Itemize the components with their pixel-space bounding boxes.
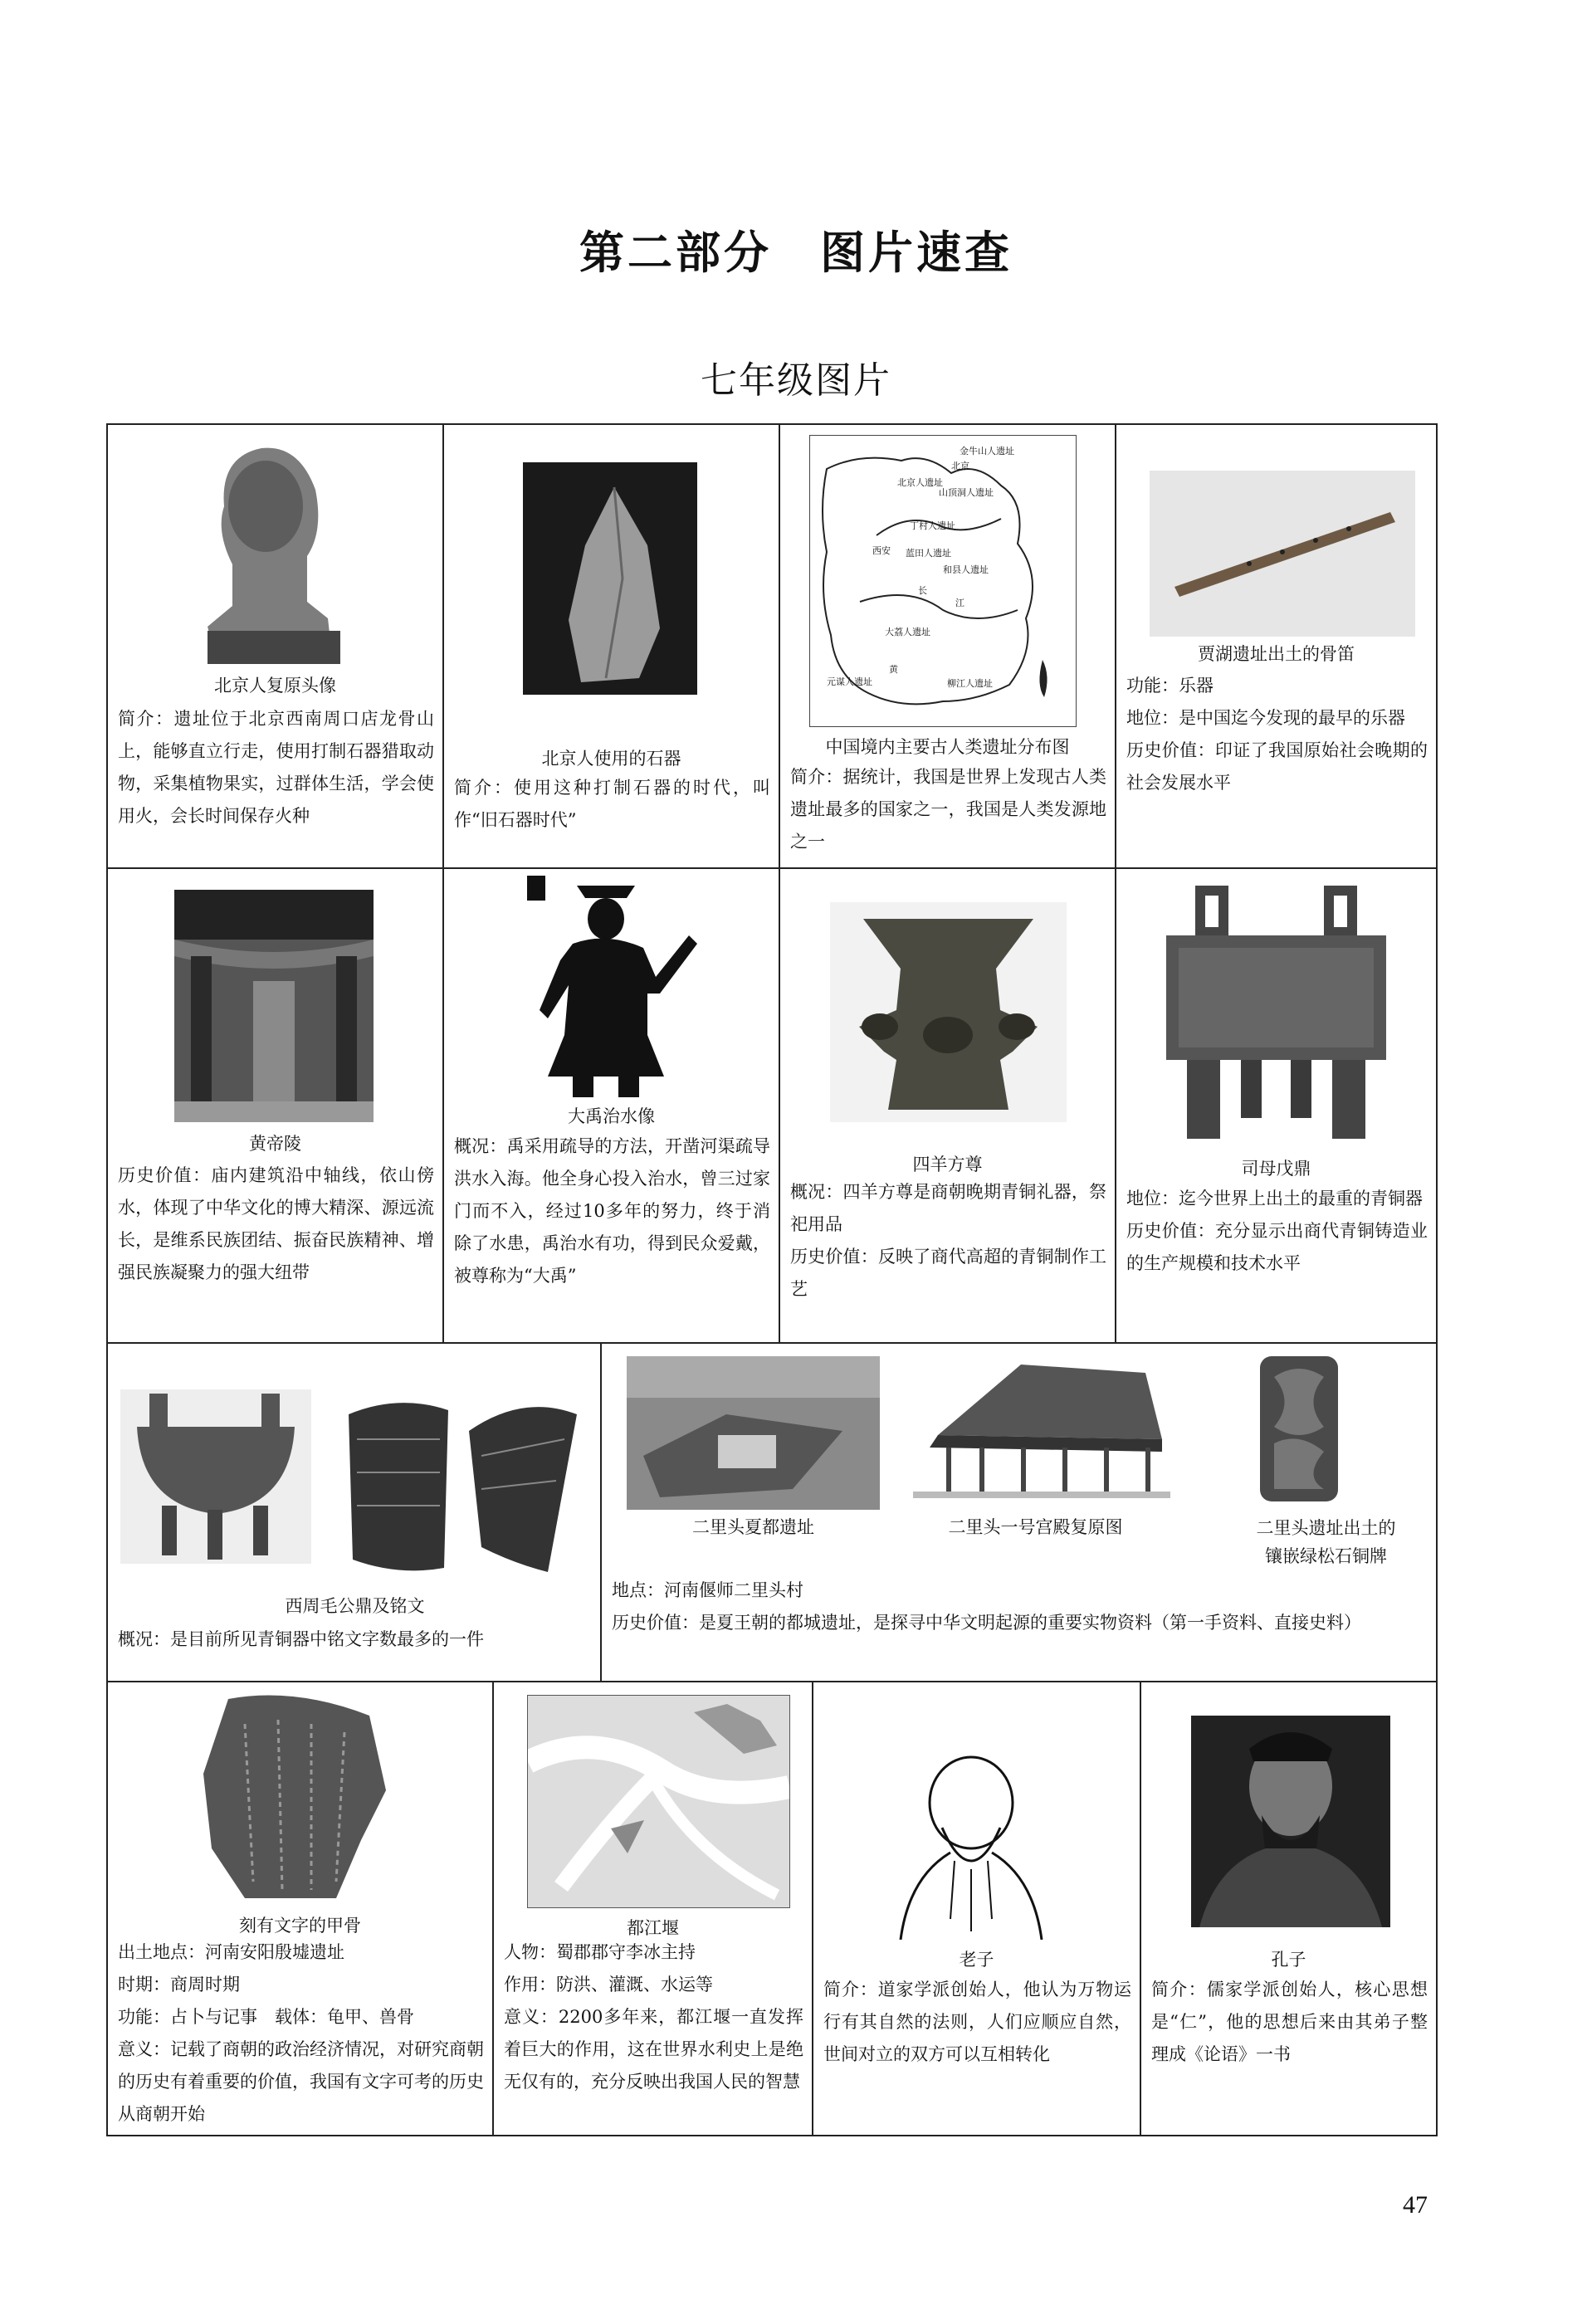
map-label: 长 <box>918 585 927 596</box>
caption: 司母戊鼎 <box>1241 1159 1311 1179</box>
yu-controls-flood-image <box>523 869 701 1101</box>
map-label: 和县人遗址 <box>943 564 989 575</box>
description: 功能：乐器 地位：是中国迄今发现的最早的乐器 历史价值：印证了我国原始社会晚期的社会发展水平 <box>1126 676 1428 793</box>
stone-tool-photo <box>523 462 697 695</box>
map-label: 蓝田人遗址 <box>906 548 951 559</box>
four-ram-zun-photo <box>830 902 1067 1122</box>
caption: 二里头夏都遗址 <box>692 1517 814 1537</box>
description: 地点：河南偃师二里头村 历史价值：是夏王朝的都城遗址，是探寻中华文明起源的重要实物资料（第一手资料、直接史料） <box>612 1580 1361 1633</box>
cell-maogong-ding <box>108 1344 602 1681</box>
map-label: 丁村人遗址 <box>910 520 955 531</box>
picture-table <box>106 423 1438 2136</box>
page-title: 第二部分 图片速查 <box>579 227 1013 279</box>
caption: 北京人复原头像 <box>214 676 336 696</box>
description: 简介：使用这种打制石器的时代，叫作“旧石器时代” <box>454 778 770 830</box>
cell-four-ram-zun <box>780 869 1116 1342</box>
map-label: 黄 <box>889 664 898 675</box>
erlitou-site-photo <box>627 1356 880 1510</box>
caption: 二里头一号宫殿复原图 <box>948 1517 1123 1537</box>
confucius-portrait <box>1191 1716 1390 1927</box>
caption: 西周毛公鼎及铭文 <box>285 1596 425 1616</box>
oracle-bone-photo <box>195 1691 394 1902</box>
description: 地位：迄今世界上出土的最重的青铜器 历史价值：充分显示出商代青铜铸造业的生产规模和技术水平 <box>1126 1189 1428 1273</box>
map-label: 大荔人遗址 <box>885 627 930 637</box>
cell-erlitou <box>602 1344 1436 1681</box>
cell-dujiangyan <box>494 1682 813 2135</box>
inscription-rubbing-image <box>340 1389 585 1580</box>
description: 出土地点：河南安阳殷墟遗址 时期：商周时期 功能：占卜与记事 载体：龟甲、兽骨 意义：记载了商朝的政治经济情况，对研究商朝的历史有着重要的价值，我国有文字可考的历史从商朝开始 <box>118 1942 484 2124</box>
cell-oracle-bone <box>108 1682 494 2135</box>
cell-simuwu-ding <box>1116 869 1436 1342</box>
maogong-ding-photo <box>120 1389 311 1564</box>
map-label: 山顶洞人遗址 <box>939 487 994 498</box>
description: 简介：据统计，我国是世界上发现古人类遗址最多的国家之一，我国是人类发源地之一 <box>790 767 1106 852</box>
caption: 孔子 <box>1271 1950 1306 1970</box>
table-row <box>108 1344 1436 1682</box>
description: 历史价值：庙内建筑沿中轴线，依山傍水，体现了中华文化的博大精深、源远流长，是维系民族团结、振奋民族精神、增强民族凝聚力的强大纽带 <box>118 1165 434 1282</box>
dujiangyan-map-image <box>527 1695 790 1908</box>
page-number: 47 <box>1403 2191 1428 2219</box>
table-row <box>108 869 1436 1344</box>
description: 人物：蜀郡郡守李冰主持 作用：防洪、灌溉、水运等 意义：2200多年来，都江堰一直发挥着巨大的作用，这在世界水利史上是绝无仅有的，充分反映出我国人民的智慧 <box>504 1942 803 2092</box>
map-label: 元谋人遗址 <box>827 676 872 687</box>
caption: 北京人使用的石器 <box>541 749 681 769</box>
laozi-portrait <box>884 1753 1058 1940</box>
map-label: 北京 <box>951 461 969 471</box>
cell-laozi <box>813 1682 1141 2135</box>
description: 概况：禹采用疏导的方法，开凿河渠疏导洪水入海。他全身心投入治水，曾三过家门而不入，经过10多年的努力，终于消除了水患，禹治水有功，得到民众爱戴，被尊称为“大禹” <box>454 1136 770 1286</box>
caption: 大禹治水像 <box>568 1106 655 1126</box>
caption: 黄帝陵 <box>249 1134 301 1154</box>
description: 概况：四羊方尊是商朝晚期青铜礼器，祭祀用品 历史价值：反映了商代高超的青铜制作工艺 <box>790 1182 1106 1299</box>
cell-bone-flute <box>1116 425 1436 867</box>
caption: 贾湖遗址出土的骨笛 <box>1198 644 1355 664</box>
cell-huangdi-mausoleum <box>108 869 444 1342</box>
description: 简介：道家学派创始人，他认为万物运行有其自然的法则，人们应顺应自然，世间对立的双方可以互相转化 <box>823 1980 1131 2064</box>
table-row <box>108 1682 1436 2135</box>
description: 概况：是目前所见青铜器中铭文字数最多的一件 <box>118 1629 484 1649</box>
cell-stone-tool <box>444 425 780 867</box>
caption: 刻有文字的甲骨 <box>239 1916 361 1936</box>
table-row <box>108 425 1436 869</box>
turquoise-bronze-plaque-photo <box>1253 1352 1345 1506</box>
bone-flute-photo <box>1150 471 1415 637</box>
map-label: 金牛山人遗址 <box>960 446 1014 456</box>
description: 简介：儒家学派创始人，核心思想是“仁”，他的思想后来由其弟子整理成《论语》一书 <box>1151 1980 1428 2064</box>
simuwu-ding-photo <box>1162 886 1390 1143</box>
cell-confucius <box>1141 1682 1436 2135</box>
cell-yu-statue <box>444 869 780 1342</box>
section-subtitle: 七年级图片 <box>701 359 891 402</box>
huangdi-mausoleum-photo <box>174 890 374 1122</box>
erlitou-palace-reconstruction <box>896 1360 1174 1501</box>
caption: 四羊方尊 <box>912 1155 983 1174</box>
ancient-sites-map <box>809 435 1077 727</box>
cell-peking-man-bust <box>108 425 444 867</box>
caption: 二里头遗址出土的 镶嵌绿松石铜牌 <box>1256 1518 1396 1566</box>
caption: 中国境内主要古人类遗址分布图 <box>825 737 1070 757</box>
description: 简介：遗址位于北京西南周口店龙骨山上，能够直立行走，使用打制石器猎取动物，采集植物果实，过群体生活，学会使用火，会长时间保存火种 <box>118 709 434 826</box>
map-label: 西安 <box>872 545 891 556</box>
map-label: 江 <box>955 598 964 608</box>
map-label: 北京人遗址 <box>897 477 943 488</box>
caption: 老子 <box>959 1950 994 1970</box>
cell-ancient-sites-map <box>780 425 1116 867</box>
caption: 都江堰 <box>627 1918 679 1938</box>
peking-man-bust-photo <box>183 432 349 666</box>
map-label: 柳江人遗址 <box>947 678 993 689</box>
